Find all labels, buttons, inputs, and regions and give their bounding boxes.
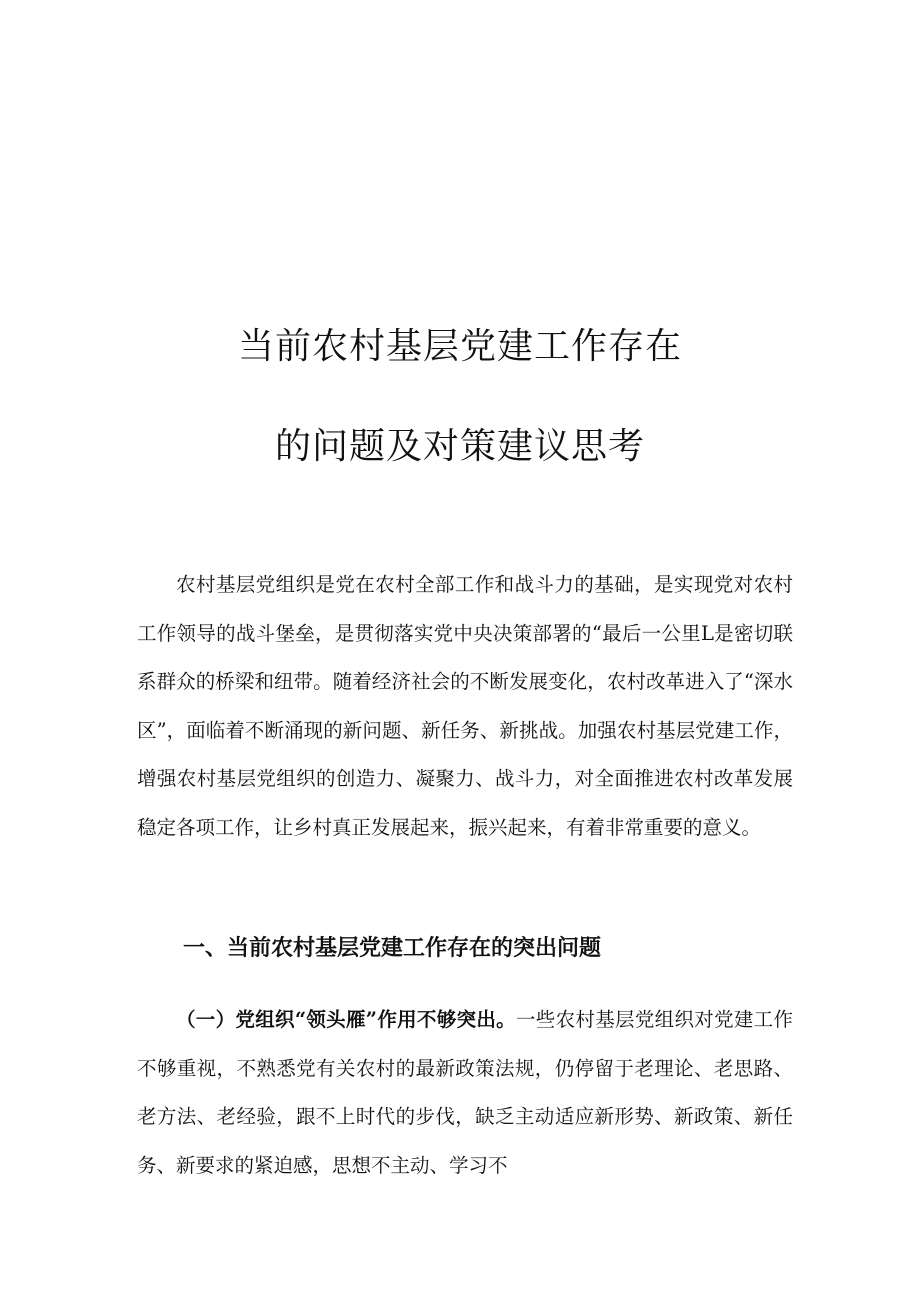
section-item-text: 一些农村基层党组织对党建工作不够重视，不熟悉党有关农村的最新政策法规，仍停留于老理论、老思路、老方法、老经验，跟不上时代的步伐，缺乏主动适应新形势、新政策、新任务、新要求的紧迫感，思想不主动、学习不 xyxy=(137,1008,793,1177)
intro-paragraph: 农村基层党组织是党在农村全部工作和战斗力的基础，是实现党对农村工作领导的战斗堡垒，是贯彻落实党中央决策部署的“最后一公里L是密切联系群众的桥梁和纽带。随着经济社会的不断发展变化，农村改革进入了“深水区”，面临着不断涌现的新问题、新任务、新挑战。加强农村基层党建工作，增强农村基层党组织的创造力、凝聚力、战斗力，对全面推进农村改革发展稳定各项工作，让乡村真正发展起来，振兴起来，有着非常重要的意义。 xyxy=(137,573,793,839)
intro-section xyxy=(137,561,793,853)
section-item-paragraph xyxy=(137,996,793,1190)
section-item-1 xyxy=(137,996,793,1190)
section-heading: 一、当前农村基层党建工作存在的突出问题 xyxy=(183,936,602,961)
document-title-line2: 的问题及对策建议思考 xyxy=(274,426,645,467)
section-item-lead: （一）党组织“领头雁”作用不够突出。 xyxy=(176,1008,516,1031)
document-title-line1: 当前农村基层党建工作存在 xyxy=(237,326,682,367)
